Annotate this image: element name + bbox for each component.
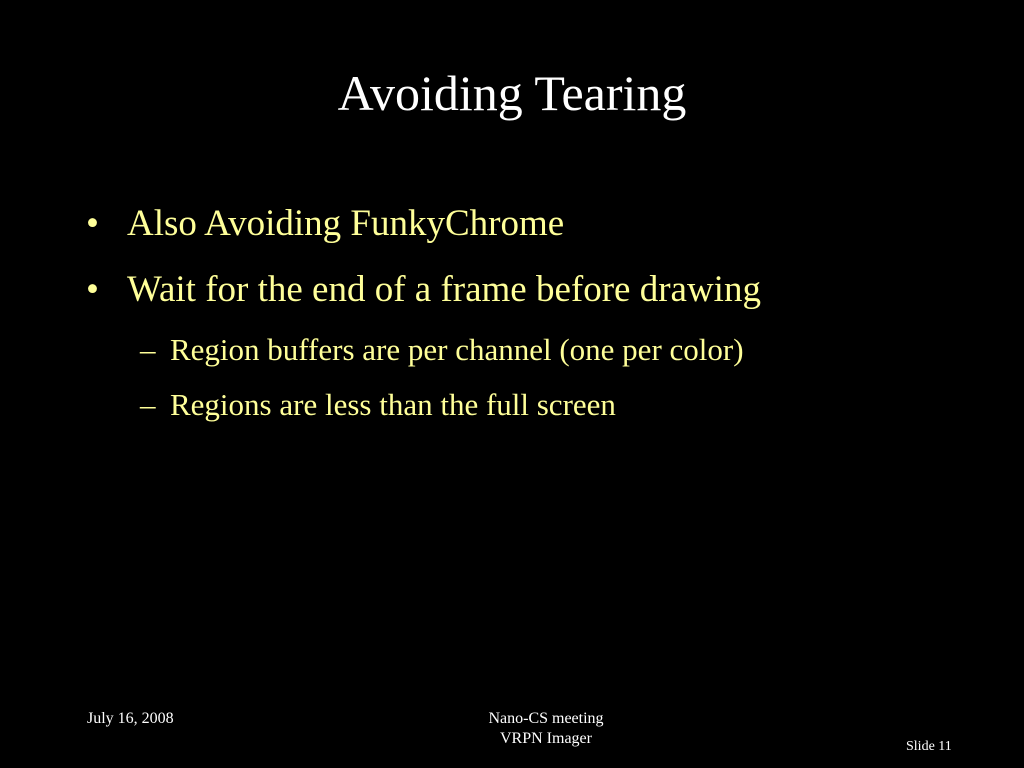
- bullet-text: Wait for the end of a frame before drawing: [127, 269, 761, 310]
- slide-title: Avoiding Tearing: [337, 65, 687, 121]
- footer-presentation-name: VRPN Imager: [500, 730, 592, 747]
- footer-slide-number: Slide 11: [906, 739, 952, 754]
- bullet-marker: •: [86, 203, 99, 244]
- bullet-list: [86, 196, 986, 438]
- bullet-item: [86, 262, 986, 328]
- footer-meeting-name: Nano-CS meeting: [488, 710, 604, 727]
- sub-bullet-item: [86, 383, 986, 438]
- sub-bullet-item: [86, 328, 986, 383]
- bullet-marker: •: [86, 269, 99, 310]
- sub-bullet-text: Region buffers are per channel (one per color): [170, 332, 744, 367]
- sub-bullet-marker: –: [140, 332, 156, 367]
- sub-bullet-text: Regions are less than the full screen: [170, 387, 616, 422]
- footer-center: [446, 709, 646, 749]
- sub-bullet-marker: –: [140, 387, 156, 422]
- footer-date: July 16, 2008: [87, 710, 174, 727]
- bullet-item: [86, 196, 986, 262]
- bullet-text: Also Avoiding FunkyChrome: [127, 203, 565, 244]
